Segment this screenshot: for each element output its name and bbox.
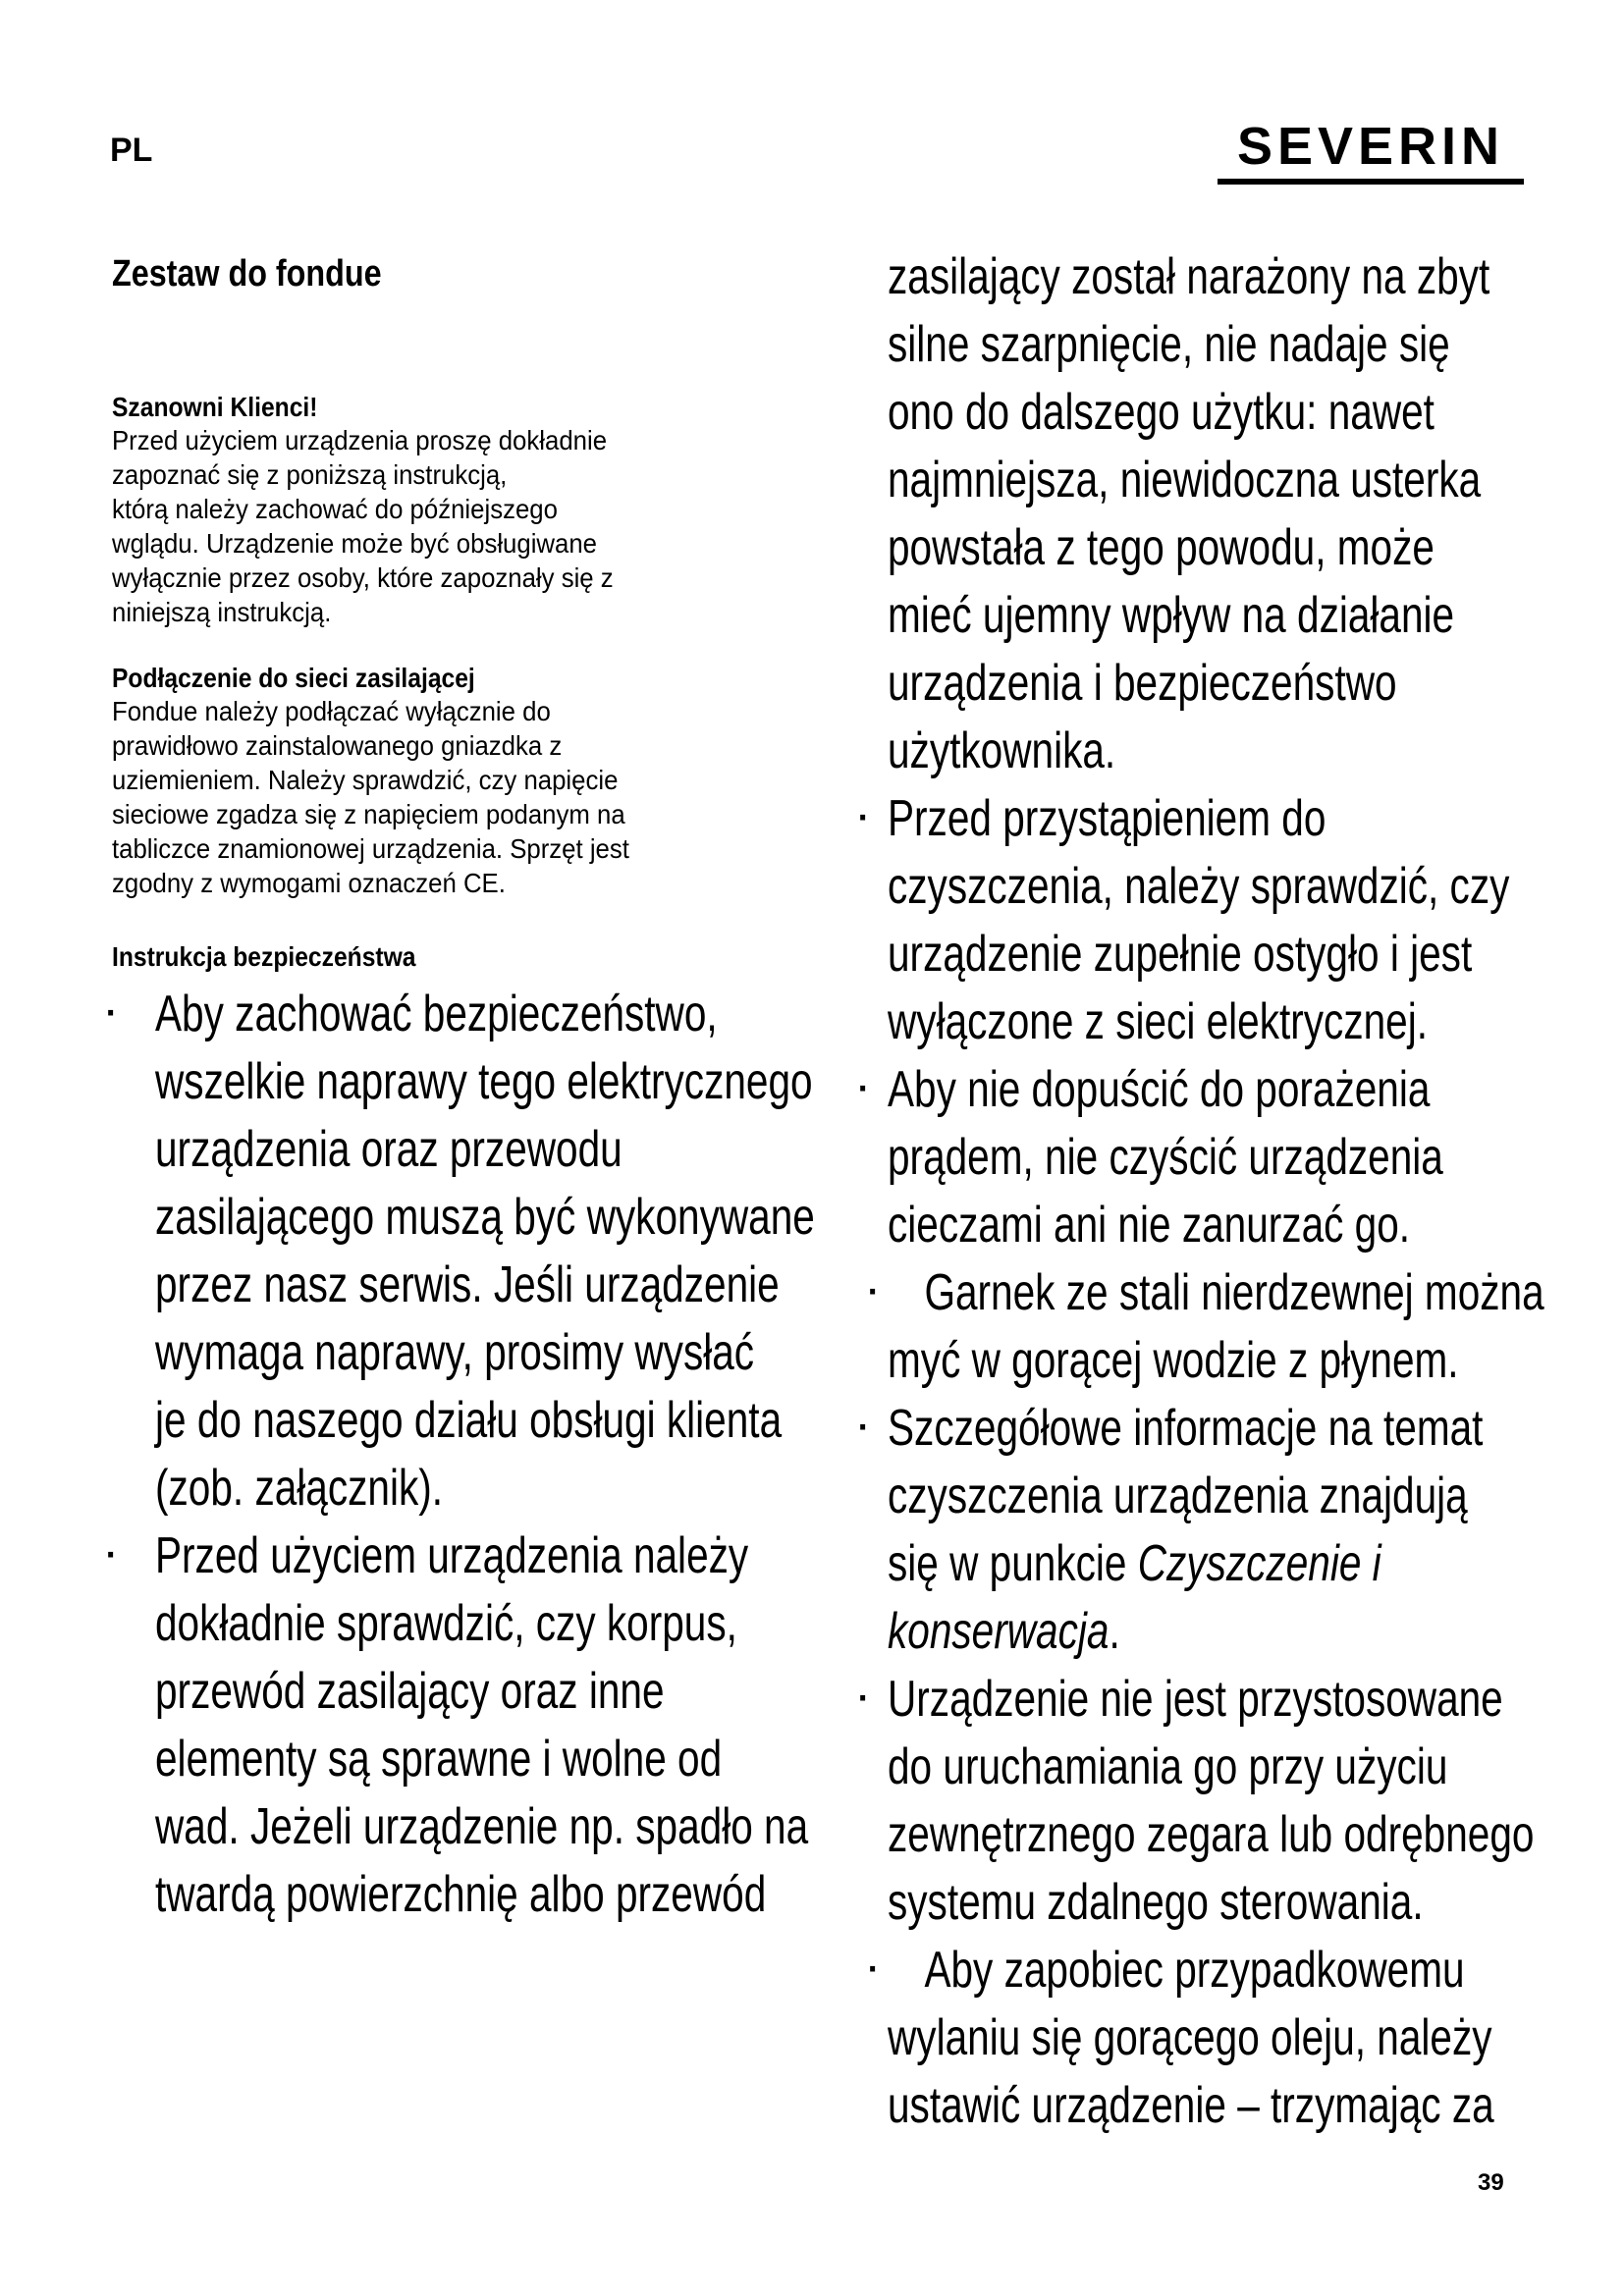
left-column [112,253,815,1929]
bullet-line: · Aby zapobiec przypadkowemu [924,1942,1465,1999]
connection-line: uziemieniem. Należy sprawdzić, czy napięcie [112,765,619,795]
bullet-line: wylaniu się gorącego oleju, należy [888,2009,1492,2066]
connection-section [112,663,789,900]
bullet-line: powstała z tego powodu, może [888,519,1435,576]
continued-bullet [864,243,1551,785]
bullet-text: . [1109,1603,1120,1660]
bullet-line: urządzenia oraz przewodu [155,1121,623,1178]
intro-section [112,392,789,629]
bullet-line: elementy są sprawne i wolne od [155,1731,723,1788]
bullet-line: wyłączone z sieci elektrycznej. [888,993,1429,1050]
intro-line: wyłącznie przez osoby, które zapoznały się z [112,562,614,593]
bullet-line: urządzenia i bezpieczeństwo [888,655,1397,712]
severin-logo [1218,117,1524,185]
bullet-line: wad. Jeżeli urządzenie np. spadło na [155,1798,809,1855]
connection-line: sieciowe zgadza się z napięciem podanym na [112,799,625,829]
section-reference: Czyszczenie i [1137,1535,1381,1592]
page-number: 39 [1478,2169,1504,2196]
bullet-line: wymaga naprawy, prosimy wysłać [155,1324,755,1381]
bullet-line: systemu zdalnego sterowania. [888,1874,1424,1931]
section-reference: konserwacja [888,1603,1110,1660]
safety-section [112,941,815,1929]
safety-bullet [864,1666,1551,1937]
bullet-line: najmniejsza, niewidoczna usterka [888,452,1482,508]
bullet-line: ono do dalszego użytku: nawet [888,384,1435,441]
bullet-line: użytkownika. [888,722,1116,779]
safety-bullet [112,1522,809,1929]
bullet-line: ustawić urządzenie – trzymając za [888,2077,1494,2134]
bullet-line: zewnętrznego zegara lub odrębnego [888,1806,1535,1863]
bullet-line: wszelkie naprawy tego elektrycznego [155,1053,813,1110]
connection-line: tabliczce znamionowej urządzenia. Sprzęt jest [112,833,629,864]
connection-line: prawidłowo zainstalowanego gniazdka z [112,730,563,761]
intro-heading: Szanowni Klienci! [112,392,318,422]
bullet-line: · Przed przystąpieniem do [888,790,1326,847]
bullet-line [888,1530,1405,1598]
connection-line: Fondue należy podłączać wyłącznie do [112,696,551,726]
bullet-line: · Urządzenie nie jest przystosowane [888,1671,1503,1728]
language-code: PL [110,132,153,169]
safety-bullet [864,1056,1551,1259]
intro-line: wglądu. Urządzenie może być obsługiwane [112,528,598,559]
bullet-line: twardą powierzchnię albo przewód [155,1866,767,1923]
connection-heading: Podłączenie do sieci zasilającej [112,663,475,693]
safety-bullet [864,1395,1551,1666]
safety-bullet [112,981,815,1522]
bullet-line: silne szarpnięcie, nie nadaje się [888,316,1450,373]
connection-line: zgodny z wymogami oznaczeń CE. [112,868,506,898]
bullet-line: przewód zasilający oraz inne [155,1663,665,1720]
intro-line: niniejszą instrukcją. [112,597,332,627]
bullet-line: czyszczenia urządzenia znajdują [888,1468,1468,1524]
logo-underline [1218,179,1524,185]
bullet-line: do uruchamiania go przy użyciu [888,1738,1448,1795]
bullet-line: · Aby zachować bezpieczeństwo, [155,986,718,1042]
bullet-line: zasilający został narażony na zbyt [888,248,1490,305]
bullet-line: urządzenie zupełnie ostygło i jest [888,926,1473,983]
bullet-line: mieć ujemny wpływ na działanie [888,587,1455,644]
bullet-line: czyszczenia, należy sprawdzić, czy [888,858,1510,915]
bullet-line: dokładnie sprawdzić, czy korpus, [155,1595,737,1652]
brand-wordmark: SEVERIN [1236,117,1505,176]
bullet-line: (zob. załącznik). [155,1460,444,1517]
bullet-line: myć w gorącej wodzie z płynem. [888,1332,1459,1389]
bullet-line: · Aby nie dopuścić do porażenia [888,1061,1431,1118]
bullet-line: zasilającego muszą być wykonywane [155,1189,815,1246]
bullet-line: cieczami ani nie zanurzać go. [888,1197,1411,1254]
document-title: Zestaw do fondue [112,253,382,294]
safety-heading: Instrukcja bezpieczeństwa [112,941,416,972]
bullet-line: je do naszego działu obsługi klienta [155,1392,783,1449]
bullet-line: · Szczegółowe informacje na temat [888,1400,1484,1457]
safety-bullet [864,1259,1551,1395]
safety-bullet [864,1937,1551,2140]
bullet-line: przez nasz serwis. Jeśli urządzenie [155,1256,780,1313]
bullet-line: · Garnek ze stali nierdzewnej można [924,1264,1544,1321]
intro-line: którą należy zachować do późniejszego [112,494,558,524]
safety-bullet [864,785,1551,1056]
right-column [864,243,1551,2140]
bullet-line: prądem, nie czyścić urządzenia [888,1129,1443,1186]
intro-line: Przed użyciem urządzenia proszę dokładnie [112,425,608,455]
intro-line: zapoznać się z poniższą instrukcją, [112,459,508,490]
bullet-text: się w punkcie [888,1535,1138,1592]
bullet-line: · Przed użyciem urządzenia należy [155,1527,749,1584]
bullet-line [888,1598,1405,1666]
